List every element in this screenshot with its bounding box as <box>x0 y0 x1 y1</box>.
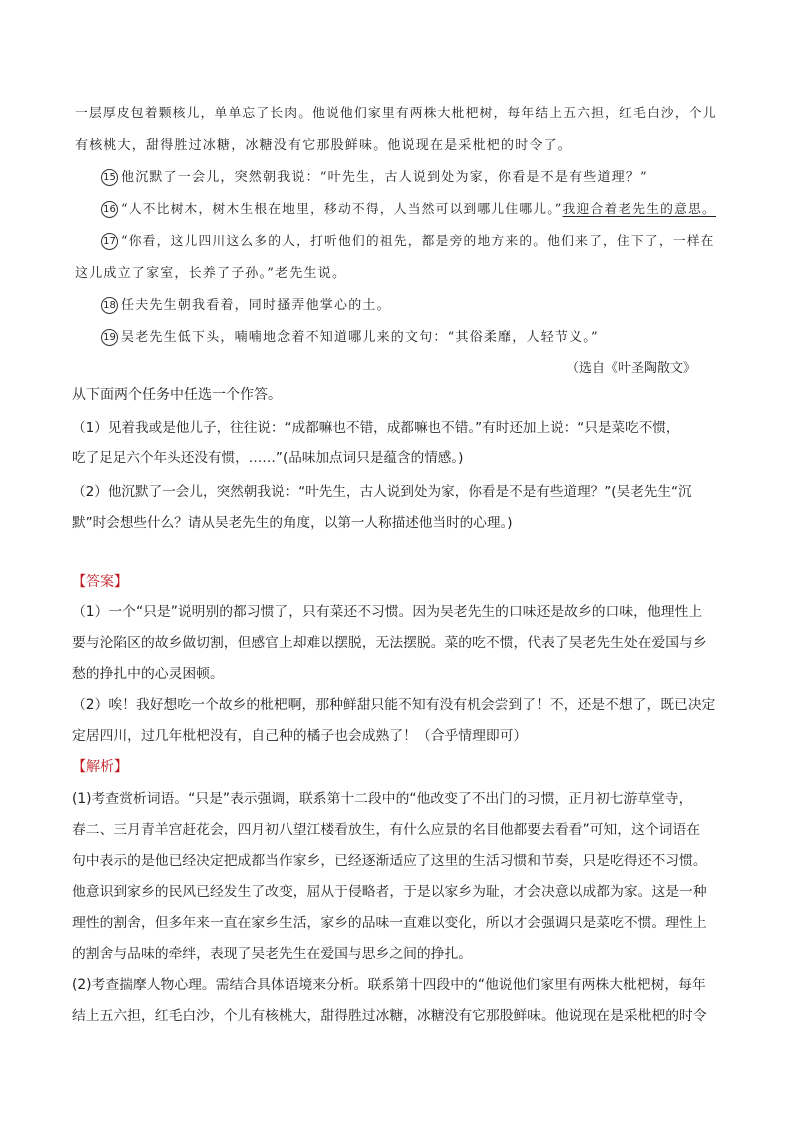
excerpt-line-2: 有核桃大，甜得胜过冰糖，冰糖没有它那股鲜味。他说现在是采枇杷的时令了。 <box>75 138 573 153</box>
analysis-1-line-5: 理性的割舍，但多年来一直在家乡生活，家乡的品味一直难以变化，所以才会强调只是菜吃不惯。理性上 <box>72 915 707 931</box>
paragraph-number-17: 17 <box>101 233 118 250</box>
analysis-1-line-3: 句中表示的是他已经决定把成都当作家乡，已经逐渐适应了这里的生活习惯和节奏，只是吃得还不习惯。 <box>72 853 707 869</box>
analysis-1-line-2: 春二、三月青羊宫赶花会，四月初八望江楼看放生，有什么应景的名目他都要去看看”可知，这个词语在 <box>72 822 701 838</box>
task-q2-line-1: （2）他沉默了一会儿，突然朝我说：“叶先生，古人说到处为家，你看是不是有些道理？”(吴老先生“沉 <box>72 484 692 500</box>
paragraph-number-19: 19 <box>101 329 118 346</box>
task-q2-line-2: 默”时会想些什么？请从吴老先生的角度，以第一人称描述他当时的心理。) <box>72 515 513 531</box>
excerpt-line-1: 一层厚皮包着颗核儿，单单忘了长肉。他说他们家里有两株大枇杷树，每年结上五六担，红毛白沙，个儿 <box>75 106 717 121</box>
analysis-2-line-1: (2)考查揣摩人物心理。需结合具体语境来分析。联系第十四段中的“他说他们家里有两株大枇杷树，每年 <box>72 977 706 993</box>
task-q1-line-2: 吃了足足六个年头还没有惯，……”(品味加点词只是蕴含的情感。) <box>72 450 464 466</box>
paragraph-18-text: 任夫先生朝我看着，同时搔弄他掌心的土。 <box>121 298 391 313</box>
source-citation: （选自《叶圣陶散文》 <box>566 361 697 376</box>
answer-2-line-1: （2）唉！我好想吃一个故乡的枇杷啊，那种鲜甜只能不知有没有机会尝到了！不，还是不想了，既已决定 <box>72 697 716 713</box>
paragraph-18 <box>101 294 391 314</box>
task-q1-line-1: （1）见着我或是他儿子，往往说：“成都嘛也不错，成都嘛也不错。”有时还加上说：“只是菜吃不惯， <box>72 420 680 436</box>
paragraph-16 <box>101 198 716 218</box>
task-intro: 从下面两个任务中任选一个作答。 <box>72 387 282 403</box>
paragraph-number-16: 16 <box>101 201 118 218</box>
paragraph-19 <box>101 326 599 346</box>
paragraph-17 <box>101 230 715 250</box>
paragraph-15-text: 他沉默了一会儿，突然朝我说：“叶先生，古人说到处为家，你看是不是有些道理？” <box>121 170 648 185</box>
answer-2-line-2: 定居四川，过几年枇杷没有，自己种的橘子也会成熟了！（合乎情理即可） <box>72 728 528 744</box>
analysis-1-line-4: 他意识到家乡的民风已经发生了改变，屈从于侵略者，于是以家乡为耻，才会决意以成都为家。这是一种 <box>72 884 707 900</box>
paragraph-number-18: 18 <box>101 297 118 314</box>
paragraph-17-text-2: 这儿成立了家室，长养了子孙。”老先生说。 <box>75 266 347 281</box>
paragraph-15 <box>101 166 648 186</box>
paragraph-number-15: 15 <box>101 169 118 186</box>
answer-heading: 【答案】 <box>72 574 128 590</box>
answer-1-line-1: （1）一个“只是”说明别的都习惯了，只有菜还不习惯。因为吴老先生的口味还是故乡的口味，他理性上 <box>72 604 703 620</box>
answer-1-line-3: 愁的挣扎中的心灵困顿。 <box>72 666 224 682</box>
paragraph-16-text: “人不比树木，树木生根在地里，移动不得，人当然可以到哪儿住哪儿。” <box>121 202 563 217</box>
analysis-heading: 【解析】 <box>72 759 128 775</box>
analysis-1-line-1: (1)考查赏析词语。“只是”表示强调，联系第十二段中的“他改变了不出门的习惯，正月初七游草堂寺， <box>72 791 693 807</box>
analysis-1-line-6: 的割舍与品味的牵绊，表现了吴老先生在爱国与思乡之间的挣扎。 <box>72 946 473 962</box>
underlined-sentence: 我迎合着老先生的意思。 <box>562 202 716 217</box>
paragraph-17-text-1: “你看，这儿四川这么多的人，打听他们的祖先，都是旁的地方来的。他们来了，住下了，一样在 <box>121 234 715 249</box>
analysis-2-line-2: 结上五六担，红毛白沙，个儿有核桃大，甜得胜过冰糖，冰糖没有它那股鲜味。他说现在是采枇杷的时令 <box>72 1008 707 1024</box>
paragraph-19-text: 吴老先生低下头，喃喃地念着不知道哪儿来的文句：“其俗柔靡，人轻节义。” <box>121 330 599 345</box>
answer-1-line-2: 要与沦陷区的故乡做切割，但感官上却难以摆脱，无法摆脱。菜的吃不惯，代表了吴老先生处在爱国与乡 <box>72 635 707 651</box>
